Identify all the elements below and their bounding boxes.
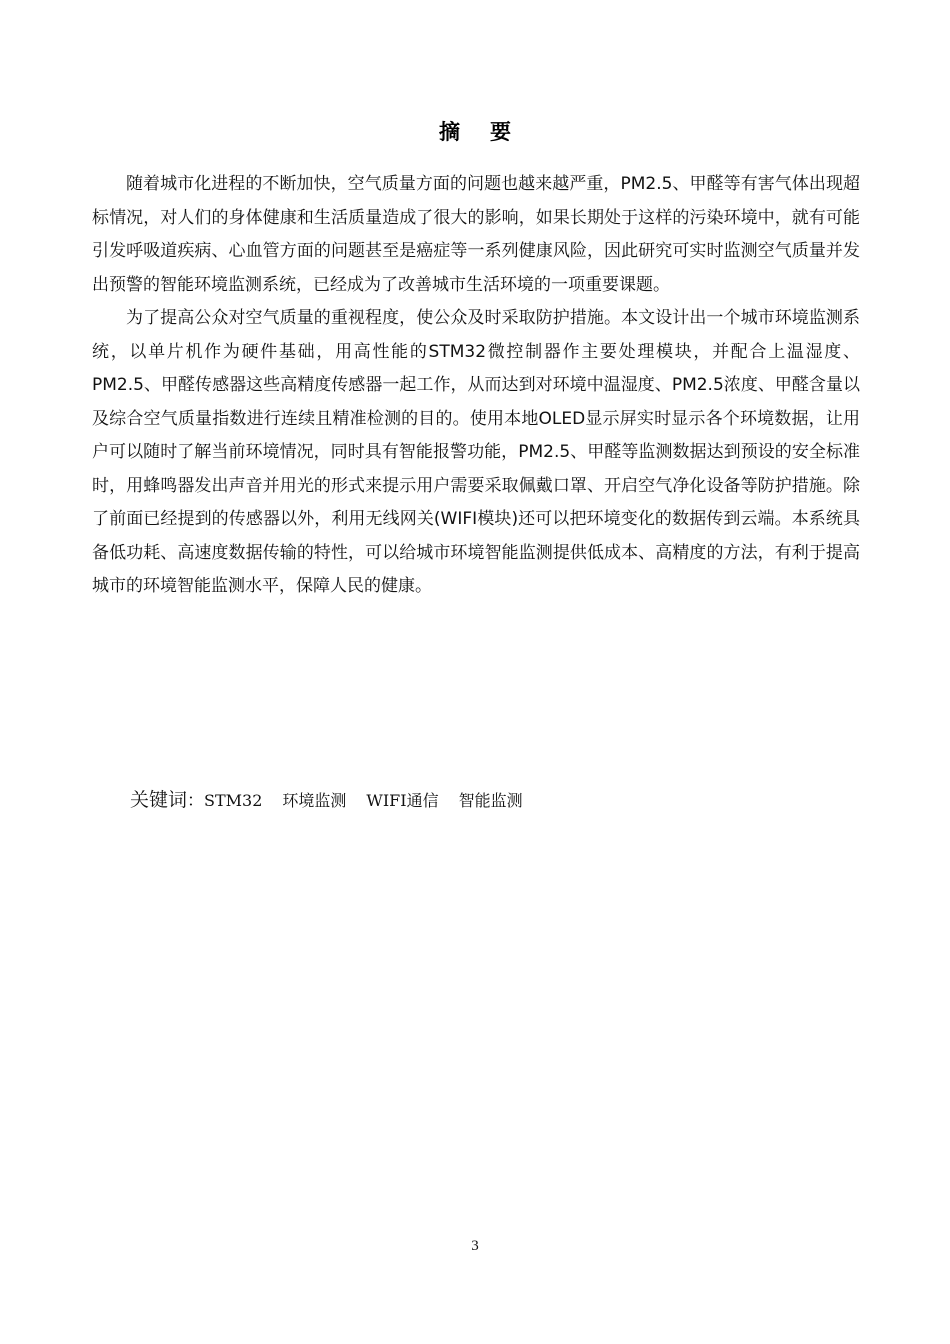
keywords-separator: ： <box>187 791 205 811</box>
abstract-body <box>92 168 860 604</box>
keyword-item: WIFI通信 <box>366 791 439 810</box>
abstract-title: 摘要 <box>439 120 541 144</box>
keywords-label: 关键词 <box>130 789 188 811</box>
abstract-paragraph-1: 随着城市化进程的不断加快，空气质量方面的问题也越来越严重，PM2.5、甲醛等有害气体出现超标情况，对人们的身体健康和生活质量造成了很大的影响，如果长期处于这样的污染环境中，就有可能引发呼吸道疾病、心血管方面的问题甚至是癌症等一系列健康风险，因此研究可实时监测空气质量并发出预警的智能环境监测系统，已经成为了改善城市生活环境的一项重要课题。 <box>92 174 860 295</box>
abstract-paragraph-2: 为了提高公众对空气质量的重视程度，使公众及时采取防护措施。本文设计出一个城市环境监测系统，以单片机作为硬件基础，用高性能的STM32微控制器作主要处理模块，并配合上温湿度、PM2.5、甲醛传感器这些高精度传感器一起工作，从而达到对环境中温湿度、PM2.5浓度、甲醛含量以及综合空气质量指数进行连续且精准检测的目的。使用本地OLED显示屏实时显示各个环境数据，让用户可以随时了解当前环境情况，同时具有智能报警功能，PM2.5、甲醛等监测数据达到预设的安全标准时，用蜂鸣器发出声音并用光的形式来提示用户需要采取佩戴口罩、开启空气净化设备等防护措施。除了前面已经提到的传感器以外，利用无线网关(WIFI模块)还可以把环境变化的数据传到云端。本系统具备低功耗、高速度数据传输的特性，可以给城市环境智能监测提供低成本、高精度的方法，有利于提高城市的环境智能监测水平，保障人民的健康。 <box>92 308 860 596</box>
keywords-line <box>130 785 543 816</box>
keyword-item: STM32 <box>204 791 263 810</box>
keyword-item: 环境监测 <box>282 791 347 810</box>
keyword-item: 智能监测 <box>458 791 523 810</box>
page-number: 3 <box>471 1238 479 1254</box>
